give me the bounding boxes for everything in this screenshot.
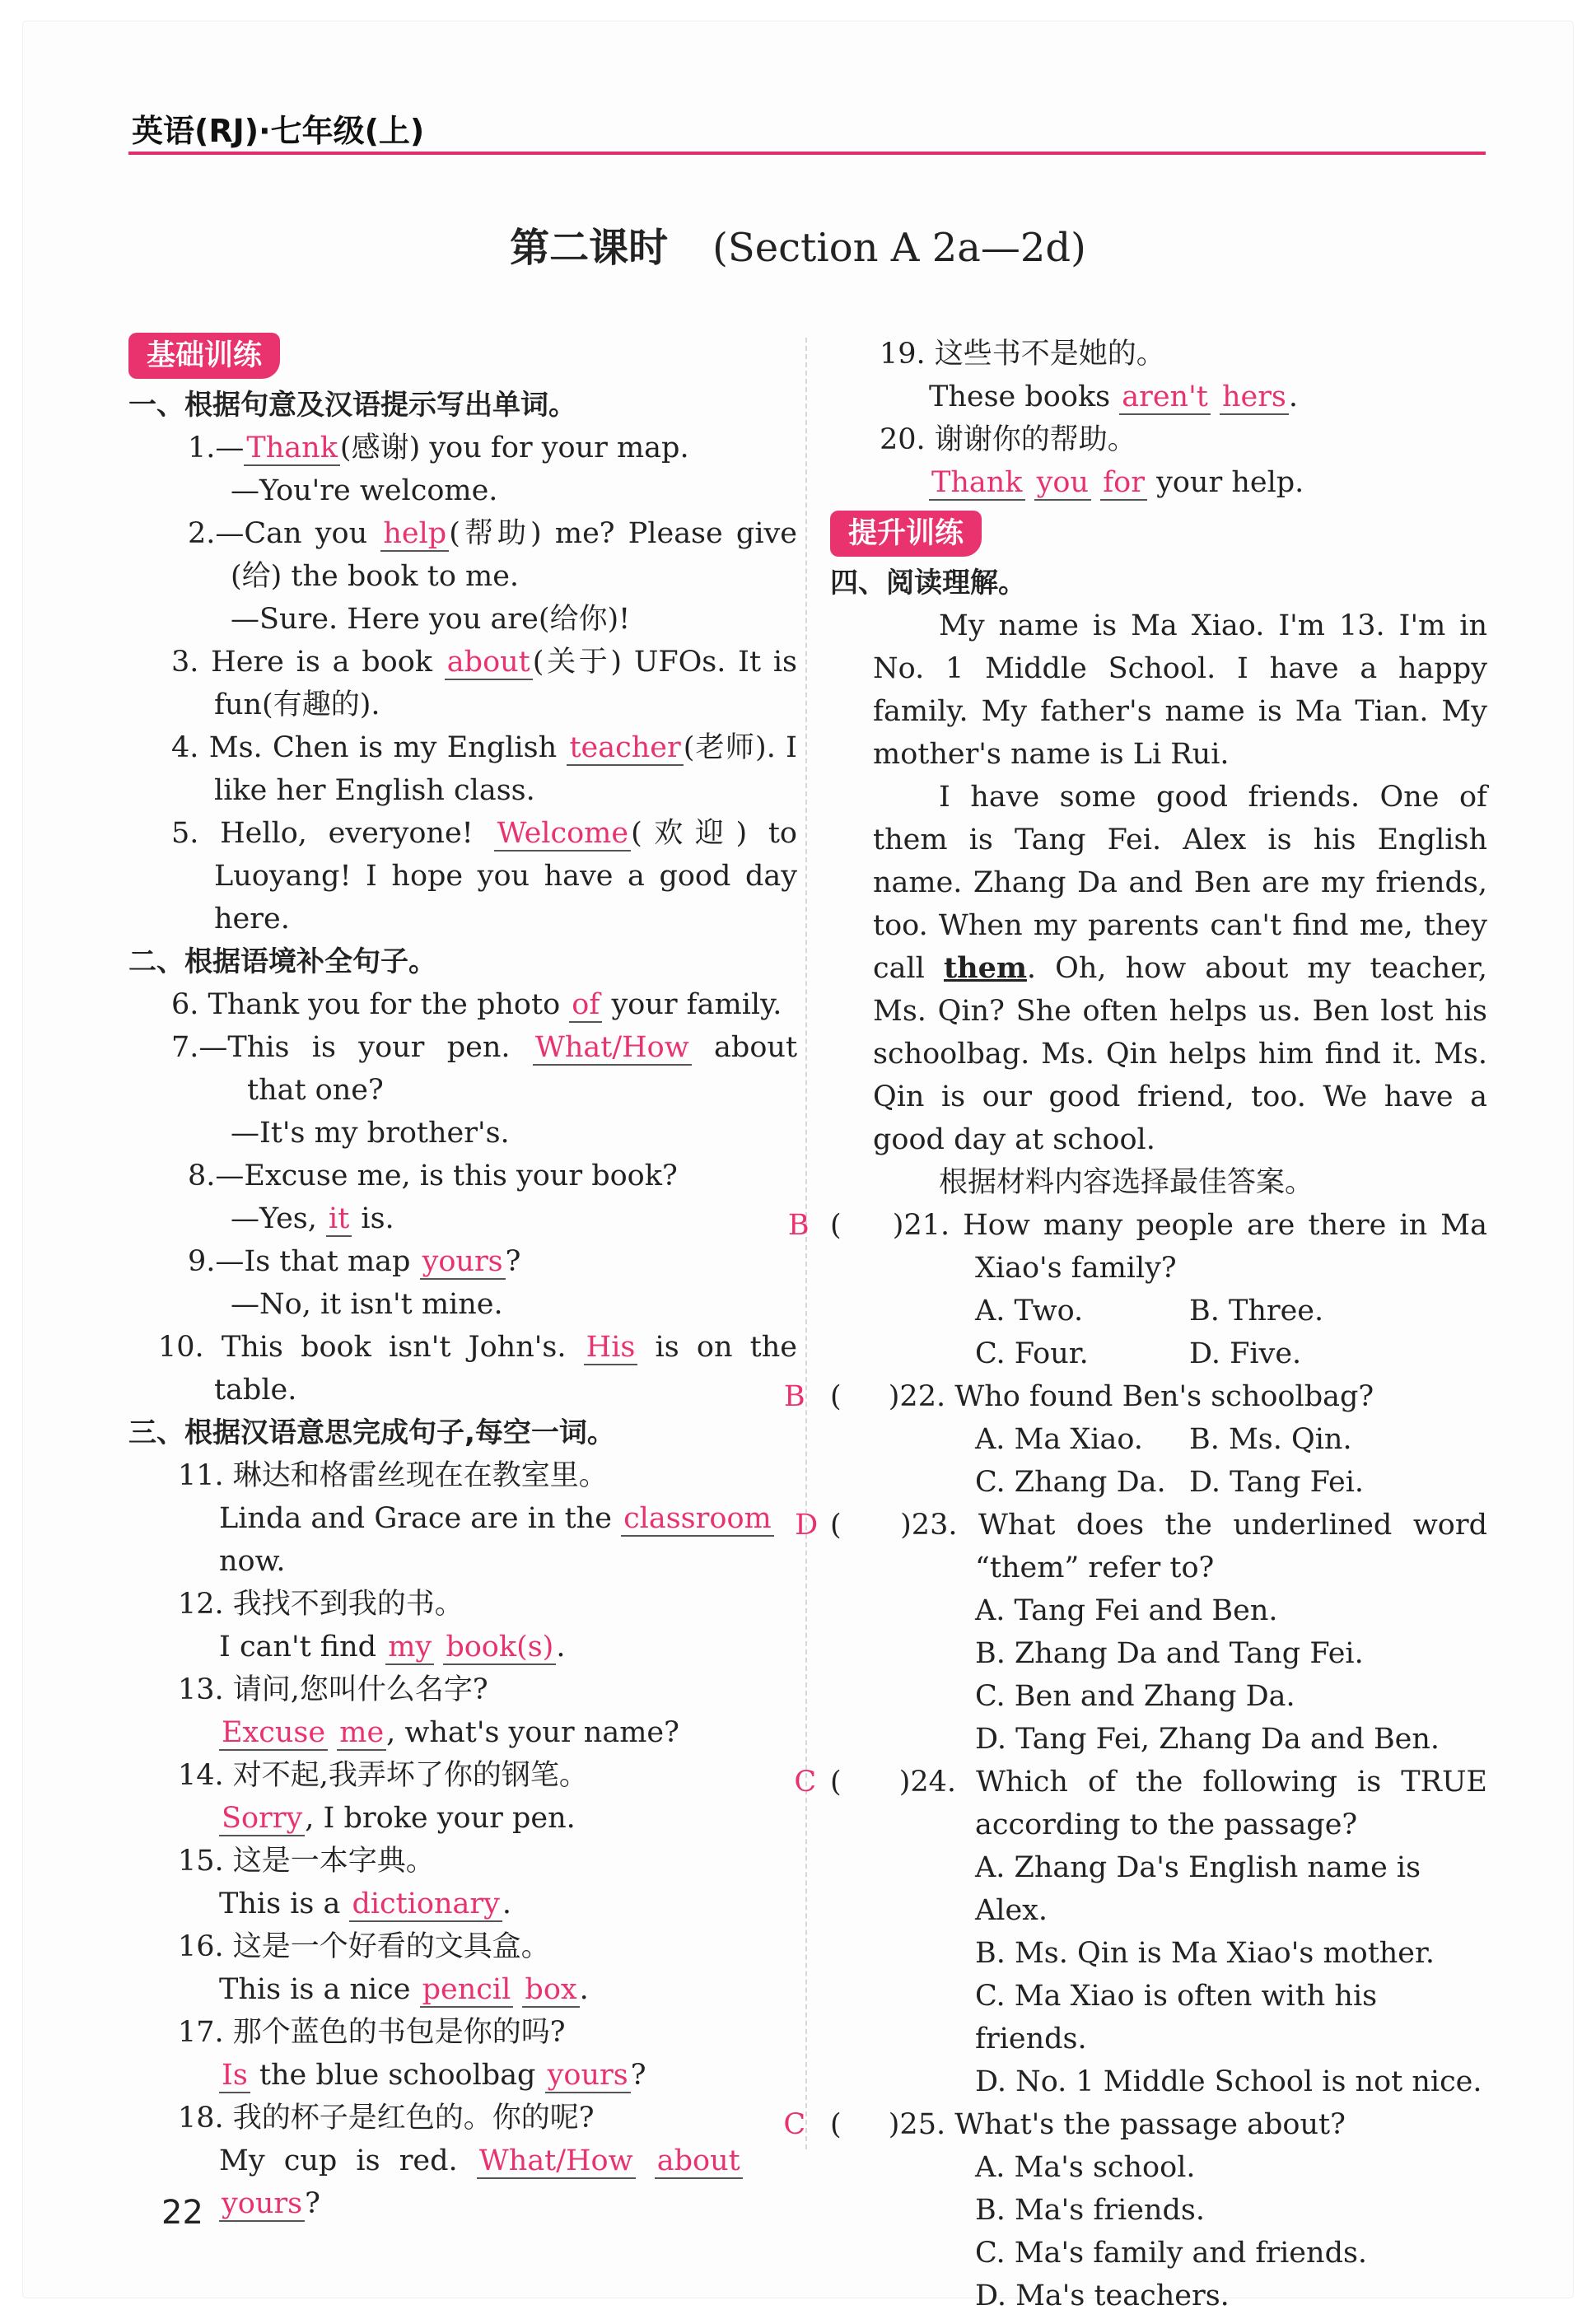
q2-reply: —Sure. Here you are(给你)!	[231, 603, 631, 636]
q15-text: This is a	[219, 1887, 350, 1920]
mc-question-21	[787, 1204, 1487, 1375]
running-header: 英语(RJ)·七年级(上)	[132, 113, 425, 149]
q2-text2: (帮助) me? Please give (给) the book to me.	[231, 517, 798, 593]
q19-text2: .	[1288, 380, 1299, 413]
left-column	[128, 326, 797, 2225]
question-12	[128, 1583, 797, 1668]
q19-text: These books	[929, 380, 1120, 413]
mc-option[interactable]: A. Two.	[975, 1295, 1084, 1327]
q8-text: 8.—Excuse me, is this your book?	[188, 1160, 678, 1192]
question-2	[128, 512, 797, 641]
question-15	[128, 1840, 797, 1925]
q17-text2: ?	[630, 2059, 646, 2092]
q16-text2: .	[579, 1973, 589, 2006]
q15-chinese: 15. 这是一本字典。	[178, 1845, 435, 1878]
passage-p2-text2: . Oh, how about my teacher, Ms. Qin? She often helps us. Ben lost his schoolbag. Ms. Qin helps him find it. Ms. Qin is our good friend, too. We have a good day at school.	[873, 952, 1488, 1156]
mc-option[interactable]: A. Zhang Da's English name is Alex.	[975, 1851, 1421, 1927]
q12-text2: .	[556, 1631, 566, 1663]
question-20	[830, 418, 1487, 504]
q4-text: 4. Ms. Chen is my English	[171, 731, 567, 764]
answer-paren-open: (	[830, 1380, 851, 1413]
mc-answer: D	[795, 1509, 819, 1542]
header-rule	[128, 152, 1486, 155]
mc-question-text: )24. Which of the following is TRUE according to the passage?	[898, 1766, 1487, 1841]
q20-text2: your help.	[1146, 466, 1304, 499]
question-13	[128, 1668, 797, 1754]
q20-answer-1: Thank	[929, 466, 1025, 501]
q9-answer: yours	[420, 1245, 506, 1280]
mc-option[interactable]: D. Tang Fei, Zhang Da and Ben.	[975, 1723, 1440, 1756]
q5-text2: (欢迎) to Luoyang! I hope you have a good day here.	[214, 817, 797, 936]
q9-text: 9.—Is that map	[188, 1245, 420, 1278]
mc-option-row	[830, 1461, 1487, 1504]
question-5	[128, 812, 797, 940]
q18-chinese: 18. 我的杯子是红色的。你的呢?	[178, 2102, 595, 2135]
question-3	[128, 641, 797, 726]
q13-chinese: 13. 请问,您叫什么名字?	[178, 1673, 488, 1706]
q17-answer-1: Is	[219, 2059, 250, 2093]
q3-answer: about	[445, 646, 533, 680]
question-11	[128, 1454, 797, 1583]
mc-stem	[794, 1761, 1487, 1846]
mc-option[interactable]: C. Ben and Zhang Da.	[975, 1680, 1295, 1713]
lesson-title-cn: 第二课时	[510, 225, 669, 271]
q10-text2: is on the table.	[214, 1331, 797, 1407]
q4-answer: teacher	[567, 731, 683, 766]
mc-option[interactable]: D. No. 1 Middle School is not nice.	[975, 2065, 1482, 2098]
passage-paragraph-1: My name is Ma Xiao. I'm 13. I'm in No. 1 Middle School. I have a happy family. My father's name is Ma Tian. My mother's name is Li Rui.	[873, 609, 1487, 771]
q3-text: 3. Here is a book	[171, 646, 445, 679]
lesson-title	[0, 216, 1596, 273]
mc-option-row	[830, 1290, 1487, 1332]
q18-answer-2: about	[655, 2144, 743, 2179]
q9-reply: —No, it isn't mine.	[231, 1288, 503, 1321]
lesson-title-en: (Section A 2a—2d)	[712, 225, 1086, 271]
mc-option[interactable]: A. Ma Xiao.	[975, 1423, 1143, 1456]
q2-answer: help	[380, 517, 449, 552]
mc-answer: B	[783, 1380, 805, 1413]
q13-text2: , what's your name?	[386, 1716, 679, 1749]
q14-chinese: 14. 对不起,我弄坏了你的钢笔。	[178, 1759, 588, 1792]
q2-text: 2.—Can you	[188, 517, 381, 550]
q4-text2: (老师). I like her English class.	[214, 731, 797, 807]
section-3-heading: 三、根据汉语意思完成句子,每空一词。	[128, 1416, 615, 1449]
q7-reply: —It's my brother's.	[231, 1117, 510, 1150]
passage-paragraph-2	[830, 776, 1487, 1161]
passage-instruction: 根据材料内容选择最佳答案。	[939, 1166, 1314, 1199]
mc-option-row	[830, 1332, 1487, 1375]
q12-text: I can't find	[219, 1631, 386, 1663]
q20-answer-3: for	[1100, 466, 1147, 501]
mc-option-row	[830, 1418, 1487, 1461]
section-1-heading: 一、根据句意及汉语提示写出单词。	[128, 389, 576, 422]
q5-text: 5. Hello, everyone!	[171, 817, 495, 850]
q18-text: My cup is red.	[219, 2144, 477, 2177]
q19-answer-1: aren't	[1119, 380, 1211, 415]
question-1	[128, 427, 797, 512]
mc-option[interactable]: C. Four.	[975, 1337, 1089, 1370]
q8-reply: —Yes,	[231, 1202, 326, 1235]
mc-question-text: )22. Who found Ben's schoolbag?	[888, 1380, 1374, 1413]
section-2-heading: 二、根据语境补全句子。	[128, 945, 436, 978]
mc-stem	[783, 1375, 1487, 1418]
mc-option[interactable]: A. Tang Fei and Ben.	[975, 1594, 1278, 1627]
question-10	[128, 1326, 797, 1411]
mc-option[interactable]: D. Five.	[1189, 1337, 1302, 1370]
q16-answer-1: pencil	[420, 1973, 514, 2008]
question-17	[128, 2011, 797, 2097]
q1-text: 1.—	[188, 432, 245, 464]
q13-answer-1: Excuse	[219, 1716, 328, 1751]
q7-text: 7.—This is your pen.	[171, 1031, 533, 1064]
mc-answer: C	[783, 2108, 806, 2141]
q7-text2: about that one?	[247, 1031, 798, 1107]
q20-chinese: 20. 谢谢你的帮助。	[880, 423, 1136, 456]
mc-option[interactable]: C. Ma Xiao is often with his friends.	[975, 1980, 1378, 2055]
mc-option[interactable]: C. Ma's family and friends.	[975, 2237, 1368, 2270]
q6-text: 6. Thank you for the photo	[171, 988, 570, 1021]
q19-chinese: 19. 这些书不是她的。	[880, 338, 1165, 371]
mc-stem	[795, 1504, 1487, 1589]
q14-text2: , I broke your pen.	[305, 1802, 576, 1835]
q17-answer-2: yours	[545, 2059, 631, 2093]
q18-text2: ?	[305, 2187, 320, 2220]
mc-question-text: )25. What's the passage about?	[888, 2108, 1346, 2141]
right-column	[783, 333, 1488, 2317]
mc-option[interactable]: D. Ma's teachers.	[975, 2279, 1230, 2312]
question-14	[128, 1754, 797, 1840]
mc-stem	[787, 1204, 1487, 1290]
q17-chinese: 17. 那个蓝色的书包是你的吗?	[178, 2016, 566, 2049]
question-8	[128, 1155, 797, 1240]
q6-answer: of	[569, 988, 602, 1023]
q9-text2: ?	[505, 1245, 521, 1278]
multiple-choice-list	[783, 1204, 1487, 2317]
mc-question-22	[783, 1375, 1487, 1504]
q11-answer: classroom	[621, 1502, 774, 1537]
mc-question-text: )23. What does the underlined word “them” refer to?	[900, 1509, 1487, 1584]
mc-question-text: )21. How many people are there in Ma Xiao's family?	[892, 1209, 1487, 1285]
answer-paren-open: (	[830, 1509, 863, 1542]
mc-option[interactable]: B. Three.	[1189, 1295, 1324, 1327]
page-number: 22	[161, 2194, 203, 2232]
question-7	[128, 1026, 797, 1155]
q19-answer-2: hers	[1220, 380, 1289, 415]
q13-answer-2: me	[337, 1716, 386, 1751]
mc-option[interactable]: A. Ma's school.	[975, 2151, 1196, 2184]
q1-reply: —You're welcome.	[231, 474, 498, 507]
mc-option[interactable]: B. Zhang Da and Tang Fei.	[975, 1637, 1364, 1670]
question-18	[128, 2097, 797, 2225]
mc-option[interactable]: D. Tang Fei.	[1189, 1466, 1365, 1499]
tag-improve-training: 提升训练	[830, 511, 982, 557]
mc-stem	[783, 2103, 1487, 2146]
q15-answer: dictionary	[349, 1887, 502, 1922]
q16-answer-2: box	[522, 1973, 579, 2008]
answer-paren-open: (	[830, 1209, 855, 1242]
q1-answer: Thank	[244, 432, 340, 466]
q5-answer: Welcome	[494, 817, 631, 852]
q8-reply2: is.	[352, 1202, 394, 1235]
mc-option[interactable]: B. Ma's friends.	[975, 2194, 1206, 2227]
mc-option[interactable]: B. Ms. Qin.	[1189, 1423, 1352, 1456]
q18-answer-1: What/How	[477, 2144, 636, 2179]
q15-text2: .	[502, 1887, 512, 1920]
passage-p2-text: I have some good friends. One of them is Tang Fei. Alex is his English name. Zhang Da and Ben are my friends, too. When my parents can't find me, they call	[873, 781, 1487, 985]
q11-text: Linda and Grace are in the	[219, 1502, 622, 1535]
mc-question-25	[783, 2103, 1487, 2317]
q12-answer-2: book(s)	[443, 1631, 556, 1665]
q14-answer: Sorry	[219, 1802, 305, 1836]
tag-basic-training: 基础训练	[128, 333, 280, 379]
q16-chinese: 16. 这是一个好看的文具盒。	[178, 1930, 550, 1963]
q11-text2: now.	[219, 1545, 286, 1578]
mc-answer: B	[787, 1209, 810, 1242]
q20-answer-2: you	[1034, 466, 1091, 501]
q12-chinese: 12. 我找不到我的书。	[178, 1588, 464, 1621]
q16-text: This is a nice	[219, 1973, 420, 2006]
question-4	[128, 726, 797, 812]
section-4-heading: 四、阅读理解。	[830, 567, 1026, 600]
q17-text: the blue schoolbag	[250, 2059, 545, 2092]
mc-option[interactable]: C. Zhang Da.	[975, 1466, 1166, 1499]
mc-answer: C	[794, 1766, 817, 1799]
q10-answer: His	[584, 1331, 638, 1365]
mc-question-24	[794, 1761, 1487, 2103]
question-16	[128, 1925, 797, 2011]
q12-answer-1: my	[385, 1631, 434, 1665]
question-19	[830, 333, 1487, 418]
q11-chinese: 11. 琳达和格雷丝现在在教室里。	[178, 1459, 608, 1492]
q8-answer: it	[326, 1202, 352, 1237]
mc-option[interactable]: B. Ms. Qin is Ma Xiao's mother.	[975, 1937, 1435, 1970]
q7-answer: What/How	[533, 1031, 692, 1066]
q6-text2: your family.	[602, 988, 782, 1021]
q3-text2: (关于) UFOs. It is fun(有趣的).	[214, 646, 798, 721]
answer-paren-open: (	[830, 1766, 861, 1799]
answer-paren-open: (	[830, 2108, 851, 2141]
q18-answer-3: yours	[219, 2187, 305, 2222]
question-9	[128, 1240, 797, 1326]
q1-text2: (感谢) you for your map.	[339, 432, 689, 464]
question-6	[128, 983, 797, 1026]
mc-question-23	[795, 1504, 1487, 1761]
q10-text: 10. This book isn't John's.	[158, 1331, 584, 1364]
passage-underlined-word: them	[943, 951, 1027, 985]
